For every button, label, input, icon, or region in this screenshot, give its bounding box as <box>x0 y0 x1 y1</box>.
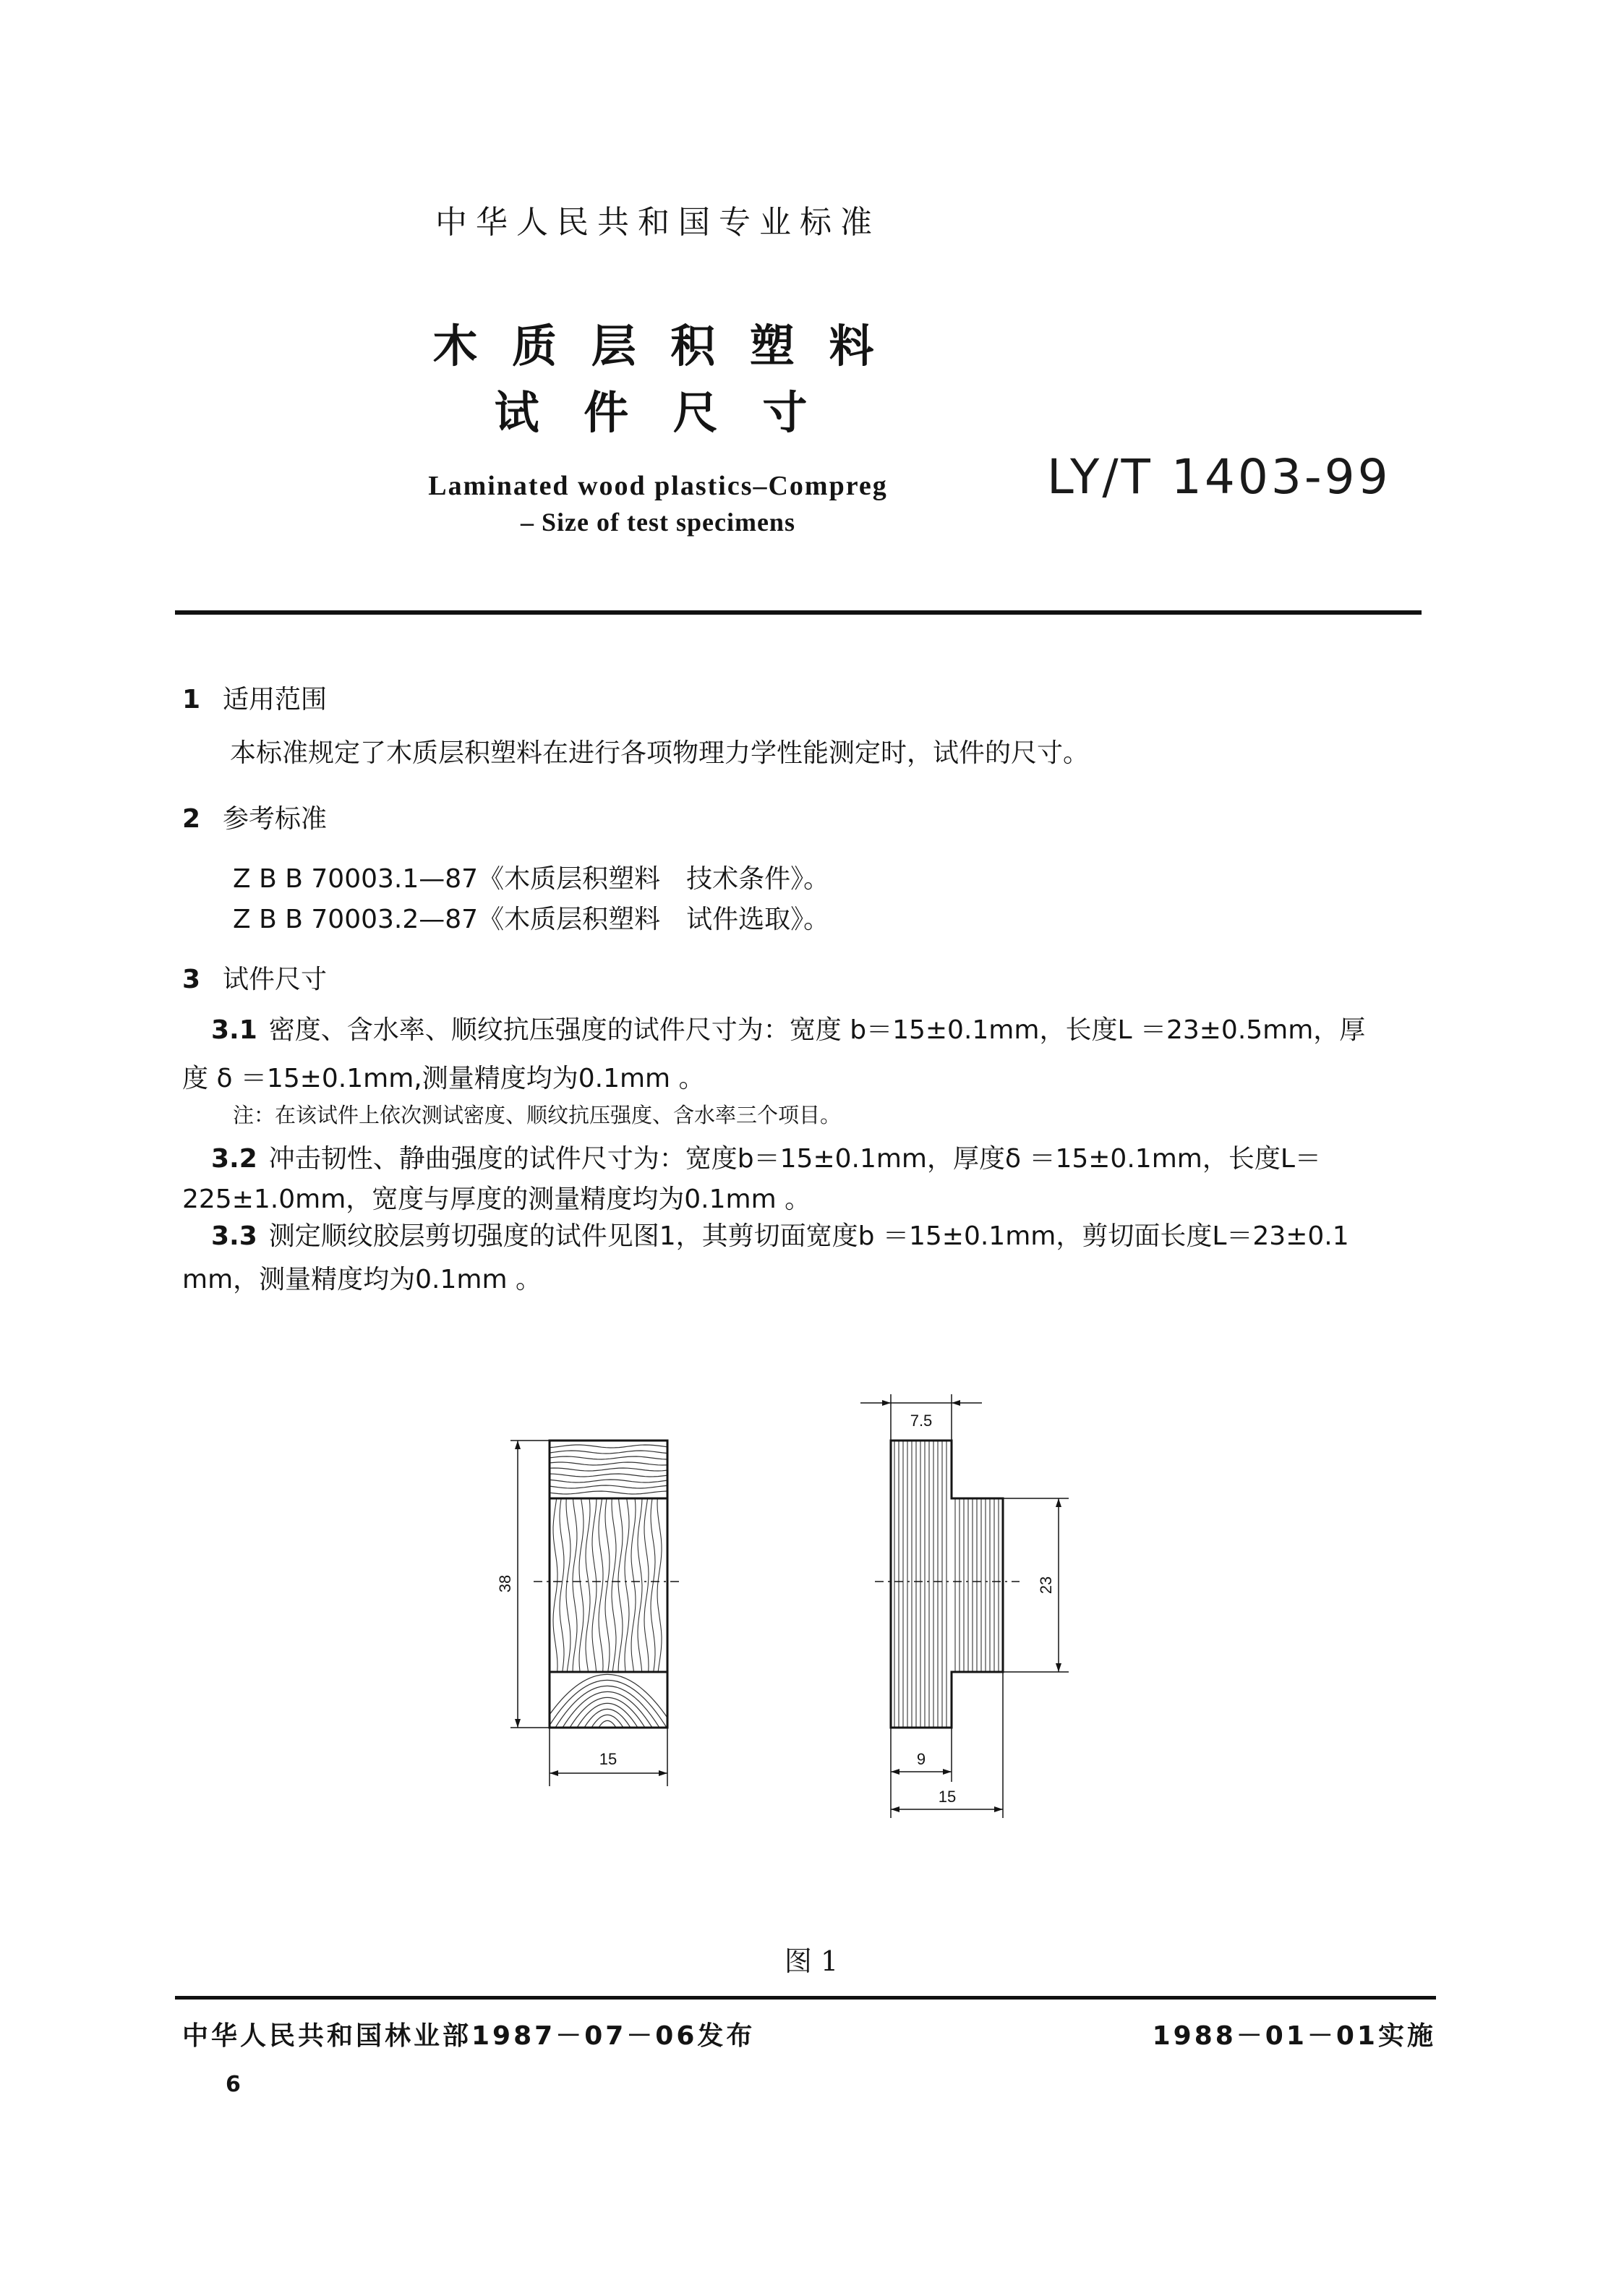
dimension-label-shear-length: 23 <box>1037 1576 1055 1595</box>
grain-line <box>566 1498 570 1672</box>
figure-1-drawing <box>463 1374 1114 1837</box>
figure-caption: 图 1 <box>784 1945 839 1977</box>
clause-3-2-line-2: 225±1.0mm，宽度与厚度的测量精度均为0.1mm 。 <box>182 1185 811 1214</box>
clause-text: 冲击韧性、静曲强度的试件尺寸为：宽度b＝15±0.1mm，厚度δ ＝15±0.1mm，长度L＝ <box>268 1144 1321 1174</box>
dimension-label-height: 38 <box>496 1574 514 1593</box>
grain-line <box>591 1715 623 1728</box>
section-title: 试件尺寸 <box>223 965 328 994</box>
clause-3-2-line-1 <box>211 1143 1321 1176</box>
clause-3-1-line-2: 度 δ ＝15±0.1mm,测量精度均为0.1mm 。 <box>182 1064 705 1093</box>
grain-line <box>550 1480 667 1482</box>
footer-divider <box>175 1996 1436 2000</box>
section-title: 参考标准 <box>223 804 328 834</box>
grain-line <box>631 1498 636 1672</box>
grain-line <box>592 1498 597 1672</box>
clause-3-3-line-1 <box>211 1220 1349 1253</box>
grain-line <box>555 1686 659 1728</box>
reference-item: Z B B 70003.2—87《木质层积塑料 试件选取》。 <box>233 905 830 934</box>
section-3-heading <box>182 963 327 997</box>
section-number: 1 <box>182 685 201 714</box>
clause-3-1-note: 注：在该试件上依次测试密度、顺纹抗压强度、含水率三个项目。 <box>233 1103 842 1127</box>
grain-line <box>550 1491 667 1494</box>
grain-line <box>618 1498 623 1672</box>
grain-line <box>550 1485 667 1488</box>
section-number: 3 <box>182 965 201 994</box>
grain-line <box>550 1451 667 1454</box>
grain-line <box>550 1462 667 1465</box>
grain-line <box>560 1498 564 1672</box>
grain-line <box>553 1498 557 1672</box>
dimension-label-top-width: 7.5 <box>910 1412 933 1430</box>
section-1-heading <box>182 683 327 717</box>
grain-line <box>550 1456 667 1459</box>
grain-line <box>570 1697 645 1728</box>
title-english-line-2: – Size of test specimens <box>521 508 795 537</box>
section-1-text: 本标准规定了木质层积塑料在进行各项物理力学性能测定时，试件的尺寸。 <box>230 738 1090 768</box>
clause-3-3-line-2: mm，测量精度均为0.1mm 。 <box>182 1265 542 1294</box>
laminate-hatching <box>894 1441 999 1728</box>
section-number: 2 <box>182 804 201 834</box>
dimension-label-step-width: 9 <box>916 1750 926 1768</box>
header-divider <box>175 610 1422 615</box>
grain-line <box>599 1498 603 1672</box>
grain-line <box>638 1498 642 1672</box>
page-number: 6 <box>226 2072 241 2097</box>
effective-date: 1988－01－01实施 <box>1152 2021 1436 2051</box>
title-english-line-1: Laminated wood plastics–Compreg <box>428 471 888 501</box>
compression-specimen-outline <box>550 1441 667 1728</box>
clause-text: 测定顺纹胶层剪切强度的试件见图1，其剪切面宽度b ＝15±0.1mm，剪切面长度L＝23±0.1 <box>268 1221 1349 1251</box>
grain-line <box>550 1474 667 1477</box>
title-chinese-line-1: 木 质 层 积 塑 料 <box>432 320 884 372</box>
grain-line <box>644 1498 649 1672</box>
wood-grain-texture <box>541 1445 674 1728</box>
clause-3-1-line-1 <box>211 1014 1365 1047</box>
grain-line <box>651 1498 655 1672</box>
dimension-label-width: 15 <box>599 1750 617 1768</box>
grain-line <box>612 1498 616 1672</box>
issue-date: 中华人民共和国林业部1987－07－06发布 <box>182 2021 756 2051</box>
grain-line <box>573 1498 577 1672</box>
dimension-label-total-width: 15 <box>938 1788 957 1806</box>
grain-line <box>579 1498 584 1672</box>
grain-line <box>550 1445 667 1448</box>
grain-line <box>625 1498 629 1672</box>
publisher-line: 中华人民共和国专业标准 <box>435 204 881 241</box>
section-title: 适用范围 <box>223 685 328 714</box>
clause-number: 3.1 <box>211 1015 257 1045</box>
clause-text: 密度、含水率、顺纹抗压强度的试件尺寸为：宽度 b＝15±0.1mm，长度L ＝23±0.5mm，厚 <box>268 1015 1366 1045</box>
handwritten-standard-code: LY/T 1403-99 <box>1047 449 1391 505</box>
grain-line <box>550 1468 667 1471</box>
grain-line <box>586 1498 590 1672</box>
clause-number: 3.2 <box>211 1144 257 1174</box>
reference-item: Z B B 70003.1—87《木质层积塑料 技术条件》。 <box>233 864 830 894</box>
grain-line <box>657 1498 662 1672</box>
grain-line <box>605 1498 610 1672</box>
grain-line <box>584 1709 631 1728</box>
title-chinese-line-2: 试 件 尺 寸 <box>494 386 822 439</box>
section-2-heading <box>182 803 327 836</box>
clause-number: 3.3 <box>211 1221 257 1251</box>
